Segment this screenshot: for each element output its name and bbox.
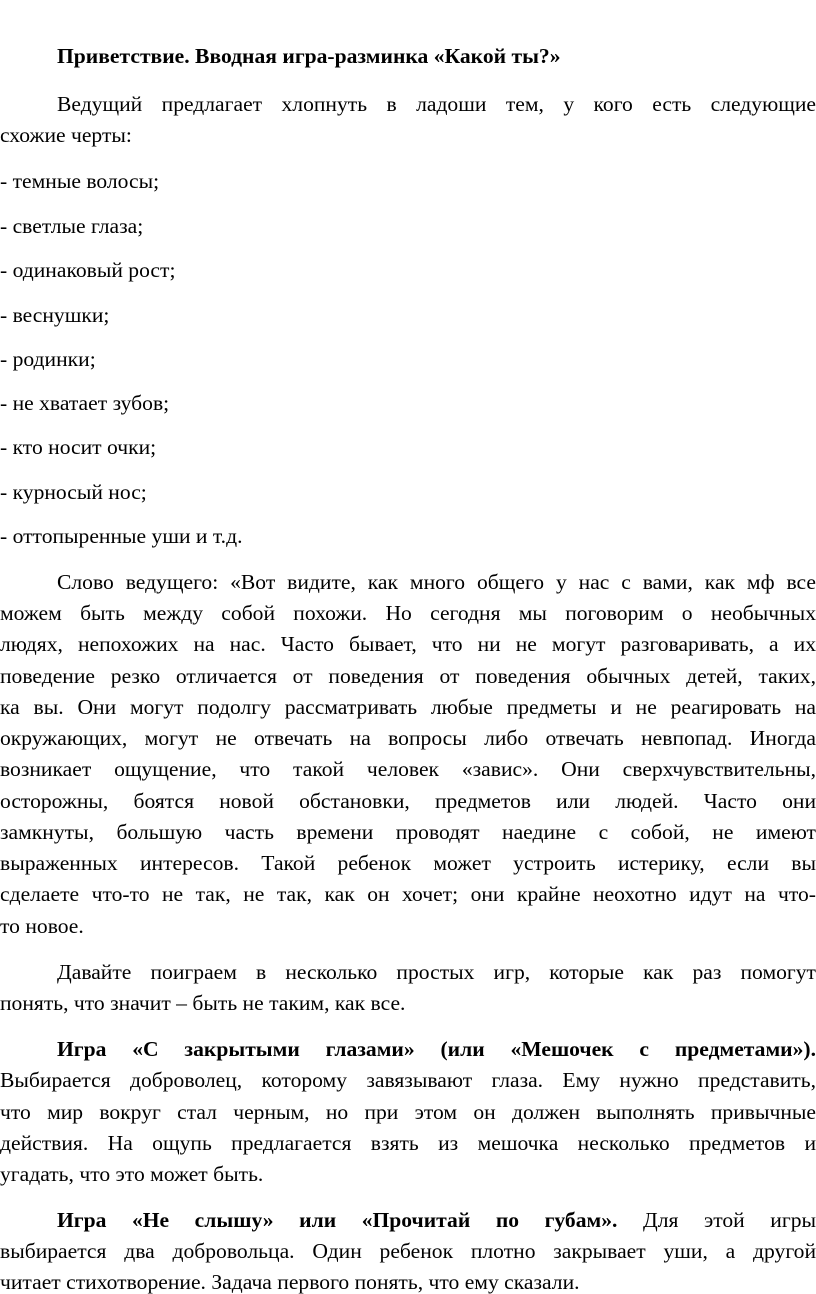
game2-title-rest: Для этой игры bbox=[617, 1208, 816, 1232]
play-line-1: Давайте поиграем в несколько простых игр, которые как раз помогут bbox=[57, 960, 816, 984]
trait-item: - темные волосы; bbox=[0, 169, 160, 193]
speech-line: то новое. bbox=[0, 914, 84, 938]
speech-line: выраженных интересов. Такой ребенок может устроить истерику, если вы bbox=[0, 851, 816, 875]
intro-line-2: схожие черты: bbox=[0, 123, 132, 147]
game1-title: Игра «С закрытыми глазами» (или «Мешочек с предметами»). bbox=[57, 1037, 816, 1061]
intro-line-1: Ведущий предлагает хлопнуть в ладоши тем, у кого есть следующие bbox=[57, 92, 816, 116]
speech-line: поведение резко отличается от поведения от поведения обычных детей, таких, bbox=[0, 664, 816, 688]
game2-title-line bbox=[57, 1210, 816, 1232]
trait-item: - оттопыренные уши и т.д. bbox=[0, 524, 243, 548]
game1-line: угадать, что это может быть. bbox=[0, 1162, 264, 1186]
speech-line: окружающих, могут не отвечать на вопросы либо отвечать невпопад. Иногда bbox=[0, 726, 816, 750]
speech-line: возникает ощущение, что такой человек «завис». Они сверхчувствительны, bbox=[0, 757, 816, 781]
speech-line: сделаете что-то не так, не так, как он хочет; они крайне неохотно идут на что- bbox=[0, 882, 816, 906]
game1-line: что мир вокруг стал черным, но при этом он должен выполнять привычные bbox=[0, 1100, 816, 1124]
game2-line: выбирается два добровольца. Один ребенок плотно закрывает уши, а другой bbox=[0, 1239, 816, 1263]
section-heading: Приветствие. Вводная игра-разминка «Какой ты?» bbox=[57, 44, 561, 68]
game1-line: Выбирается доброволец, которому завязывают глаза. Ему нужно представить, bbox=[0, 1068, 816, 1092]
speech-line: Слово ведущего: «Вот видите, как много общего у нас с вами, как мф все bbox=[57, 570, 816, 594]
speech-line: людях, непохожих на нас. Часто бывает, что ни не могут разговаривать, а их bbox=[0, 632, 816, 656]
speech-line: осторожны, боятся новой обстановки, предметов или людей. Часто они bbox=[0, 789, 816, 813]
speech-line: можем быть между собой похожи. Но сегодня мы поговорим о необычных bbox=[0, 601, 816, 625]
speech-line: ка вы. Они могут подолгу рассматривать любые предметы и не реагировать на bbox=[0, 695, 816, 719]
trait-item: - кто носит очки; bbox=[0, 435, 157, 459]
game2-line: читает стихотворение. Задача первого понять, что ему сказали. bbox=[0, 1270, 580, 1294]
trait-item: - не хватает зубов; bbox=[0, 391, 170, 415]
trait-item: - светлые глаза; bbox=[0, 214, 144, 238]
speech-line: замкнуты, большую часть времени проводят наедине с собой, не имеют bbox=[0, 820, 816, 844]
play-line-2: понять, что значит – быть не таким, как все. bbox=[0, 991, 406, 1015]
game1-line: действия. На ощупь предлагается взять из мешочка несколько предметов и bbox=[0, 1131, 816, 1155]
trait-item: - родинки; bbox=[0, 347, 96, 371]
trait-item: - курносый нос; bbox=[0, 480, 147, 504]
trait-item: - одинаковый рост; bbox=[0, 258, 176, 282]
trait-item: - веснушки; bbox=[0, 303, 110, 327]
game2-title: Игра «Не слышу» или «Прочитай по губам». bbox=[57, 1208, 618, 1232]
